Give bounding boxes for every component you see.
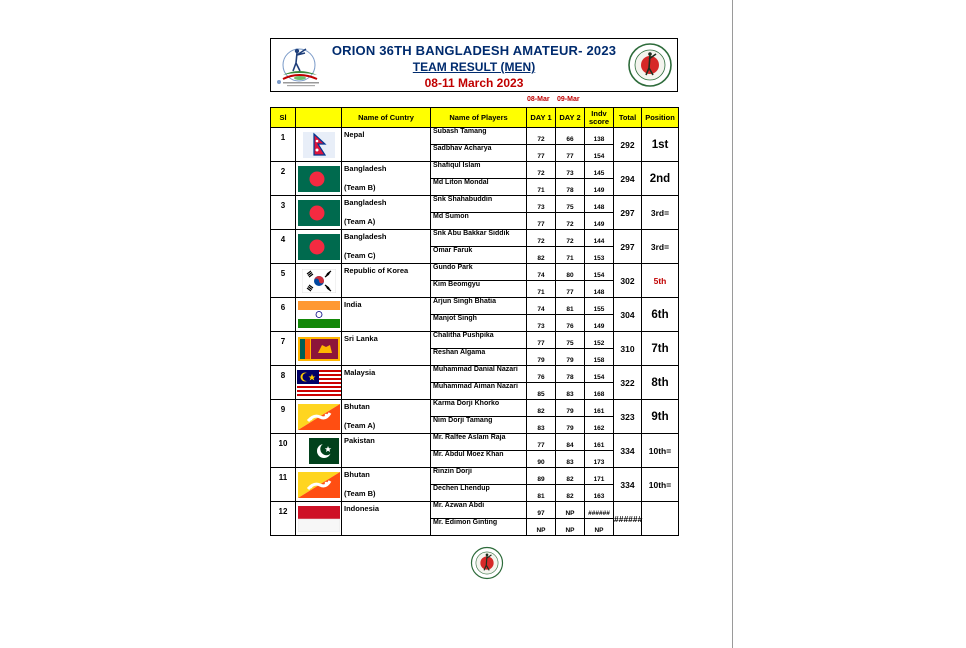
col-header-day1: DAY 1: [527, 108, 556, 128]
player-name: Kim Beomgyu: [431, 281, 527, 298]
bangladesh-flag: [296, 162, 342, 196]
serial-number: 3: [271, 196, 296, 230]
serial-number: 2: [271, 162, 296, 196]
individual-score: 148: [585, 196, 614, 213]
team-total: 294: [614, 162, 642, 196]
day1-score: 77: [527, 332, 556, 349]
day1-score: 90: [527, 451, 556, 468]
day2-score: 73: [556, 162, 585, 179]
serial-number: 8: [271, 366, 296, 400]
team-row: [271, 196, 679, 213]
team-row: [271, 332, 679, 349]
team-position: 10th=: [642, 468, 679, 502]
report-header: [270, 38, 678, 92]
individual-score: 161: [585, 400, 614, 417]
individual-score: NP: [585, 519, 614, 536]
day2-score: 83: [556, 451, 585, 468]
team-label: [344, 382, 430, 398]
serial-number: 4: [271, 230, 296, 264]
col-header-players: Name of Players: [431, 108, 527, 128]
bhutan-flag: [296, 468, 342, 502]
individual-score: 158: [585, 349, 614, 366]
team-label: [344, 348, 430, 364]
team-row: [271, 264, 679, 281]
individual-score: 171: [585, 468, 614, 485]
day2-score: 84: [556, 434, 585, 451]
day2-score: NP: [556, 502, 585, 519]
day2-score: 75: [556, 196, 585, 213]
team-row: [271, 128, 679, 145]
day1-score: 73: [527, 196, 556, 213]
day1-score: 77: [527, 145, 556, 162]
player-name: Rinzin Dorji: [431, 468, 527, 485]
day1-score: 82: [527, 400, 556, 417]
individual-score: 154: [585, 264, 614, 281]
individual-score: ######: [585, 502, 614, 519]
team-total: 322: [614, 366, 642, 400]
player-name: Muhammad Danial Nazari: [431, 366, 527, 383]
country-name: Bhutan: [344, 470, 370, 479]
col-header-indv: Indv score: [585, 108, 614, 128]
individual-score: 144: [585, 230, 614, 247]
player-name: Mr. Abdul Moez Khan: [431, 451, 527, 468]
team-position: 6th: [642, 298, 679, 332]
country-cell: [342, 468, 431, 502]
individual-score: 153: [585, 247, 614, 264]
player-name: Manjot Singh: [431, 315, 527, 332]
player-name: Karma Dorji Khorko: [431, 400, 527, 417]
player-name: Md Liton Mondal: [431, 179, 527, 196]
day1-date: 08-Mar: [527, 96, 550, 103]
day2-score: 76: [556, 315, 585, 332]
day1-score: 71: [527, 179, 556, 196]
team-position: 3rd=: [642, 196, 679, 230]
day2-score: 83: [556, 383, 585, 400]
country-name: Sri Lanka: [344, 334, 378, 343]
day2-score: 77: [556, 281, 585, 298]
team-total: 334: [614, 468, 642, 502]
team-label: (Team A): [344, 217, 376, 226]
day1-score: 76: [527, 366, 556, 383]
individual-score: 163: [585, 485, 614, 502]
country-cell: [342, 230, 431, 264]
day2-score: 78: [556, 366, 585, 383]
team-total: 302: [614, 264, 642, 298]
malaysia-flag: [296, 366, 342, 400]
team-label: (Team C): [344, 251, 376, 260]
table-header-row: [271, 108, 679, 128]
team-position: 2nd: [642, 162, 679, 196]
day2-score: 79: [556, 417, 585, 434]
day1-score: 72: [527, 128, 556, 145]
team-total: 304: [614, 298, 642, 332]
day2-score: 71: [556, 247, 585, 264]
country-name: Bhutan: [344, 402, 370, 411]
team-row: [271, 162, 679, 179]
individual-score: 154: [585, 145, 614, 162]
individual-score: 152: [585, 332, 614, 349]
bangladesh-flag: [296, 230, 342, 264]
country-name: India: [344, 300, 362, 309]
serial-number: 10: [271, 434, 296, 468]
player-name: Mr. Edimon Ginting: [431, 519, 527, 536]
day2-score: 82: [556, 485, 585, 502]
day2-score: 82: [556, 468, 585, 485]
indonesia-flag: [296, 502, 342, 536]
team-row: [271, 298, 679, 315]
day2-score: 78: [556, 179, 585, 196]
day2-score: NP: [556, 519, 585, 536]
player-name: Dechen Lhendup: [431, 485, 527, 502]
day2-score: 66: [556, 128, 585, 145]
team-total: 297: [614, 230, 642, 264]
individual-score: 148: [585, 281, 614, 298]
day1-score: 97: [527, 502, 556, 519]
tournament-dates: 08-11 March 2023: [424, 76, 524, 90]
team-total: ######: [614, 502, 642, 536]
team-position: 10th=: [642, 434, 679, 468]
team-label: (Team A): [344, 421, 376, 430]
day1-score: 74: [527, 298, 556, 315]
country-name: Pakistan: [344, 436, 375, 445]
player-name: Omar Faruk: [431, 247, 527, 264]
individual-score: 168: [585, 383, 614, 400]
day1-score: 74: [527, 264, 556, 281]
day1-score: 77: [527, 434, 556, 451]
country-name: Nepal: [344, 130, 365, 139]
team-row: [271, 502, 679, 519]
individual-score: 149: [585, 179, 614, 196]
day1-score: 77: [527, 213, 556, 230]
team-position: 1st: [642, 128, 679, 162]
team-position: 8th: [642, 366, 679, 400]
individual-score: 161: [585, 434, 614, 451]
col-header-total: Total: [614, 108, 642, 128]
player-name: Sadbhav Acharya: [431, 145, 527, 162]
day1-score: 73: [527, 315, 556, 332]
team-results-table: [270, 107, 679, 536]
team-label: [344, 314, 430, 330]
serial-number: 5: [271, 264, 296, 298]
country-name: Republic of Korea: [344, 266, 409, 275]
day2-date: 09-Mar: [557, 96, 580, 103]
india-flag: [296, 298, 342, 332]
team-row: [271, 468, 679, 485]
country-cell: [342, 162, 431, 196]
sri-lanka-flag: [296, 332, 342, 366]
country-name: Malaysia: [344, 368, 376, 377]
serial-number: 6: [271, 298, 296, 332]
bangladesh-golf-federation-logo: [627, 42, 673, 88]
team-total: 323: [614, 400, 642, 434]
player-name: Arjun Singh Bhatia: [431, 298, 527, 315]
team-label: (Team B): [344, 183, 376, 192]
player-name: Snk Shahabuddin: [431, 196, 527, 213]
day1-score: 89: [527, 468, 556, 485]
serial-number: 1: [271, 128, 296, 162]
day1-score: 81: [527, 485, 556, 502]
team-row: [271, 400, 679, 417]
team-row: [271, 434, 679, 451]
country-name: Bangladesh: [344, 232, 387, 241]
player-name: Nim Dorji Tamang: [431, 417, 527, 434]
serial-number: 11: [271, 468, 296, 502]
player-name: Snk Abu Bakkar Siddik: [431, 230, 527, 247]
individual-score: 145: [585, 162, 614, 179]
col-header-day2: DAY 2: [556, 108, 585, 128]
player-name: Subash Tamang: [431, 128, 527, 145]
country-name: Bangladesh: [344, 164, 387, 173]
day1-score: 85: [527, 383, 556, 400]
individual-score: 173: [585, 451, 614, 468]
serial-number: 12: [271, 502, 296, 536]
day1-score: 72: [527, 230, 556, 247]
country-cell: [342, 196, 431, 230]
day2-score: 72: [556, 213, 585, 230]
federation-footer-logo: [470, 546, 504, 580]
day1-score: 79: [527, 349, 556, 366]
day2-score: 79: [556, 349, 585, 366]
col-header-flag: [296, 108, 342, 128]
bhutan-flag: [296, 400, 342, 434]
country-cell: [342, 298, 431, 332]
country-cell: [342, 434, 431, 468]
country-cell: [342, 502, 431, 536]
pakistan-flag: [296, 434, 342, 468]
nepal-flag: [296, 128, 342, 162]
day1-score: 72: [527, 162, 556, 179]
player-name: Mr. Ralfee Aslam Raja: [431, 434, 527, 451]
country-cell: [342, 332, 431, 366]
player-name: Chalitha Pushpika: [431, 332, 527, 349]
individual-score: 149: [585, 315, 614, 332]
col-header-position: Position: [642, 108, 679, 128]
day1-score: 71: [527, 281, 556, 298]
player-name: Gundo Park: [431, 264, 527, 281]
team-total: 334: [614, 434, 642, 468]
country-cell: [342, 264, 431, 298]
serial-number: 9: [271, 400, 296, 434]
page-divider-line: [732, 0, 733, 648]
day2-score: 79: [556, 400, 585, 417]
day2-score: 75: [556, 332, 585, 349]
day2-score: 81: [556, 298, 585, 315]
team-label: [344, 518, 430, 534]
team-row: [271, 366, 679, 383]
player-name: Muhammad Aiman Nazari: [431, 383, 527, 400]
team-position: [642, 502, 679, 536]
country-cell: [342, 128, 431, 162]
individual-score: 154: [585, 366, 614, 383]
team-position: 7th: [642, 332, 679, 366]
day1-score: 83: [527, 417, 556, 434]
player-name: Md Sumon: [431, 213, 527, 230]
korea-flag: [296, 264, 342, 298]
day2-score: 72: [556, 230, 585, 247]
bangladesh-flag: [296, 196, 342, 230]
day1-score: 82: [527, 247, 556, 264]
col-header-country: Name of Cuntry: [342, 108, 431, 128]
day2-score: 80: [556, 264, 585, 281]
team-position: 5th: [642, 264, 679, 298]
team-position: 3rd=: [642, 230, 679, 264]
country-cell: [342, 400, 431, 434]
team-label: [344, 280, 430, 296]
team-total: 310: [614, 332, 642, 366]
individual-score: 149: [585, 213, 614, 230]
day1-score: NP: [527, 519, 556, 536]
individual-score: 162: [585, 417, 614, 434]
player-name: Mr. Azwan Abdi: [431, 502, 527, 519]
team-label: [344, 144, 430, 160]
day2-score: 77: [556, 145, 585, 162]
team-row: [271, 230, 679, 247]
country-cell: [342, 366, 431, 400]
team-total: 292: [614, 128, 642, 162]
individual-score: 155: [585, 298, 614, 315]
player-name: Shafiqul Islam: [431, 162, 527, 179]
team-label: (Team B): [344, 489, 376, 498]
report-subtitle: TEAM RESULT (MEN): [412, 60, 536, 74]
team-total: 297: [614, 196, 642, 230]
team-label: [344, 450, 430, 466]
tournament-title: ORION 36TH BANGLADESH AMATEUR- 2023: [331, 43, 617, 58]
serial-number: 7: [271, 332, 296, 366]
individual-score: 138: [585, 128, 614, 145]
player-name: Reshan Algama: [431, 349, 527, 366]
team-position: 9th: [642, 400, 679, 434]
col-header-sl: Sl: [271, 108, 296, 128]
country-name: Bangladesh: [344, 198, 387, 207]
country-name: Indonesia: [344, 504, 380, 513]
